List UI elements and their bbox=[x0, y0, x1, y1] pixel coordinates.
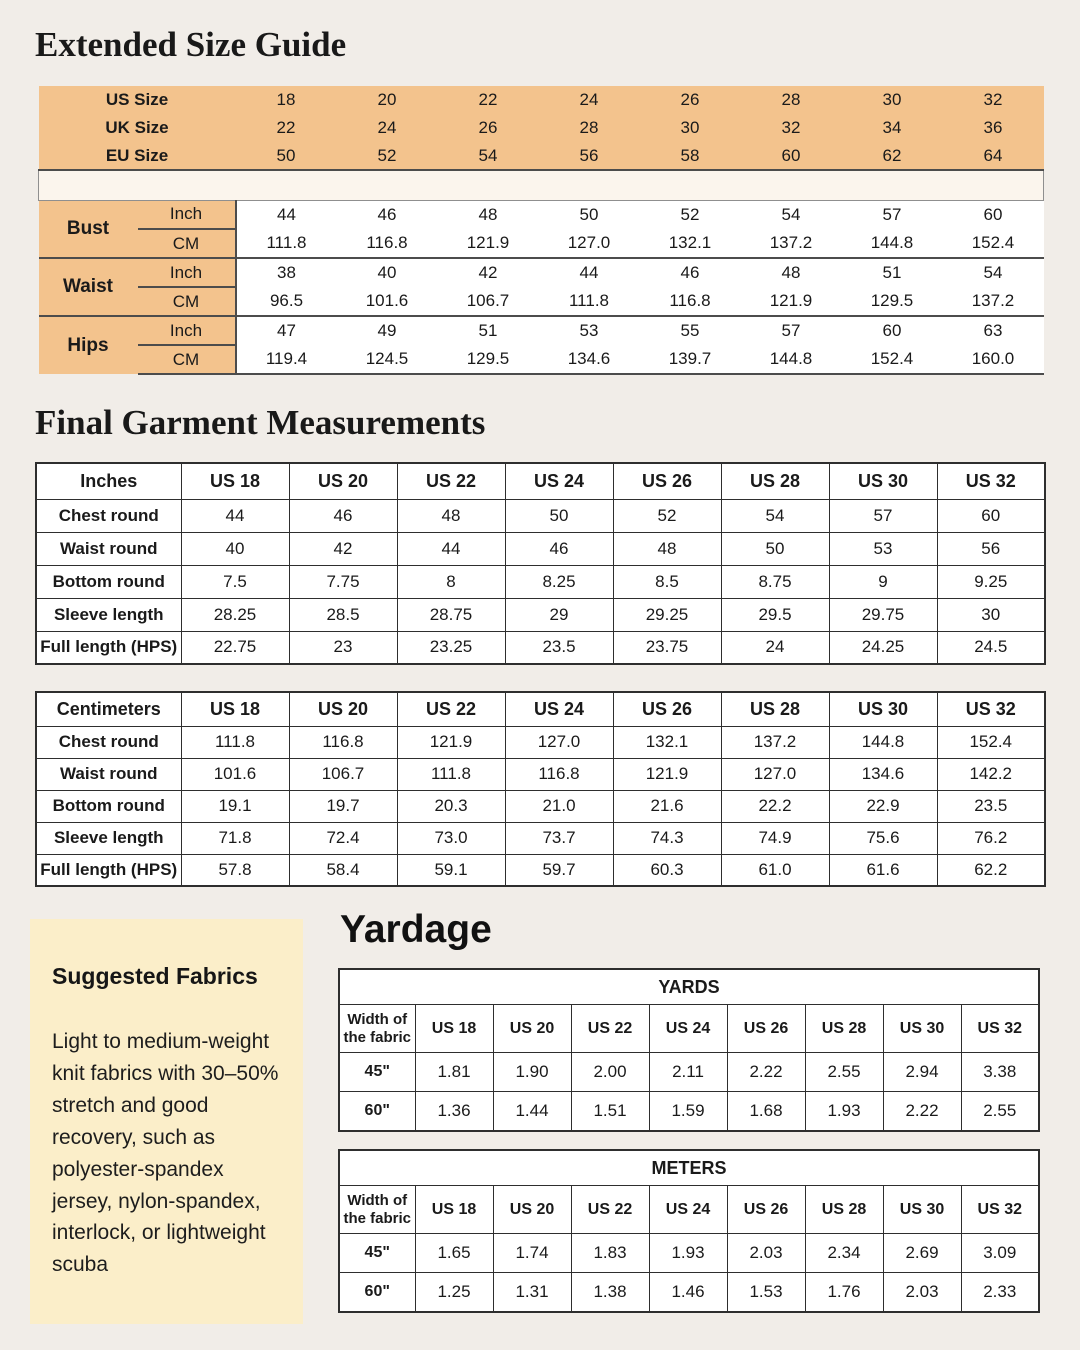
cell-value: 1.44 bbox=[493, 1092, 571, 1131]
cell-value: 111.8 bbox=[181, 726, 289, 758]
column-header: US 20 bbox=[289, 463, 397, 499]
row-label: Waist round bbox=[36, 532, 181, 565]
column-header: US 18 bbox=[181, 463, 289, 499]
column-header: US 22 bbox=[571, 1186, 649, 1234]
size-value: 32 bbox=[741, 114, 842, 142]
column-header: US 26 bbox=[727, 1186, 805, 1234]
measure-value: 54 bbox=[943, 258, 1044, 287]
cell-value: 101.6 bbox=[181, 758, 289, 790]
inches-table bbox=[35, 462, 1046, 665]
cell-value: 1.74 bbox=[493, 1234, 571, 1273]
measure-value: 111.8 bbox=[236, 229, 337, 258]
spacer-cell bbox=[39, 170, 1044, 200]
measure-value: 144.8 bbox=[842, 229, 943, 258]
unit-label: Inch bbox=[138, 200, 236, 229]
fabrics-heading: Suggested Fabrics bbox=[52, 963, 258, 989]
cell-value: 144.8 bbox=[829, 726, 937, 758]
hips-inch-row bbox=[39, 316, 1044, 345]
table-row bbox=[36, 854, 1045, 886]
table-row bbox=[36, 631, 1045, 664]
measure-value: 57 bbox=[741, 316, 842, 345]
column-header: US 32 bbox=[937, 692, 1045, 726]
table-row bbox=[36, 598, 1045, 631]
cell-value: 44 bbox=[397, 532, 505, 565]
measure-value: 127.0 bbox=[539, 229, 640, 258]
cell-value: 142.2 bbox=[937, 758, 1045, 790]
measure-value: 137.2 bbox=[741, 229, 842, 258]
measure-value: 38 bbox=[236, 258, 337, 287]
cell-value: 132.1 bbox=[613, 726, 721, 758]
size-value: 64 bbox=[943, 142, 1044, 170]
measure-value: 46 bbox=[640, 258, 741, 287]
row-label: 60" bbox=[339, 1273, 415, 1312]
measure-value: 134.6 bbox=[539, 345, 640, 374]
row-label: Hips bbox=[39, 316, 138, 374]
suggested-fabrics-panel bbox=[30, 919, 303, 1324]
cell-value: 1.36 bbox=[415, 1092, 493, 1131]
cell-value: 1.31 bbox=[493, 1273, 571, 1312]
cell-value: 28.75 bbox=[397, 598, 505, 631]
cell-value: 8.25 bbox=[505, 565, 613, 598]
cell-value: 21.0 bbox=[505, 790, 613, 822]
measure-value: 139.7 bbox=[640, 345, 741, 374]
size-value: 28 bbox=[539, 114, 640, 142]
column-header: US 32 bbox=[961, 1005, 1039, 1053]
size-value: 24 bbox=[539, 86, 640, 114]
cell-value: 57.8 bbox=[181, 854, 289, 886]
cell-value: 2.33 bbox=[961, 1273, 1039, 1312]
size-value: 34 bbox=[842, 114, 943, 142]
measure-value: 152.4 bbox=[943, 229, 1044, 258]
measure-value: 48 bbox=[438, 200, 539, 229]
cell-value: 22.9 bbox=[829, 790, 937, 822]
row-label: Sleeve length bbox=[36, 598, 181, 631]
measure-value: 121.9 bbox=[438, 229, 539, 258]
row-label: Chest round bbox=[36, 499, 181, 532]
cell-value: 40 bbox=[181, 532, 289, 565]
column-header: US 28 bbox=[805, 1186, 883, 1234]
cell-value: 75.6 bbox=[829, 822, 937, 854]
column-header: US 28 bbox=[721, 463, 829, 499]
cell-value: 21.6 bbox=[613, 790, 721, 822]
cell-value: 152.4 bbox=[937, 726, 1045, 758]
band-row bbox=[339, 969, 1039, 1005]
measure-value: 137.2 bbox=[943, 287, 1044, 316]
centimeters-table bbox=[35, 691, 1046, 887]
cell-value: 57 bbox=[829, 499, 937, 532]
size-value: 30 bbox=[842, 86, 943, 114]
cell-value: 1.53 bbox=[727, 1273, 805, 1312]
cell-value: 59.7 bbox=[505, 854, 613, 886]
size-value: 22 bbox=[438, 86, 539, 114]
table-row bbox=[36, 532, 1045, 565]
cell-value: 54 bbox=[721, 499, 829, 532]
size-value: 62 bbox=[842, 142, 943, 170]
cell-value: 22.75 bbox=[181, 631, 289, 664]
cell-value: 73.0 bbox=[397, 822, 505, 854]
measure-value: 53 bbox=[539, 316, 640, 345]
column-header: US 26 bbox=[613, 463, 721, 499]
hips-cm-row bbox=[39, 345, 1044, 374]
cell-value: 2.03 bbox=[883, 1273, 961, 1312]
cell-value: 23.5 bbox=[505, 631, 613, 664]
column-header: US 28 bbox=[805, 1005, 883, 1053]
size-value: 20 bbox=[337, 86, 438, 114]
header-row bbox=[339, 1005, 1039, 1053]
header-row bbox=[339, 1186, 1039, 1234]
table-row bbox=[339, 1053, 1039, 1092]
cell-value: 8 bbox=[397, 565, 505, 598]
measure-value: 152.4 bbox=[842, 345, 943, 374]
column-header: US 24 bbox=[649, 1005, 727, 1053]
row-label: Bottom round bbox=[36, 790, 181, 822]
cell-value: 3.09 bbox=[961, 1234, 1039, 1273]
table-row bbox=[36, 499, 1045, 532]
cell-value: 71.8 bbox=[181, 822, 289, 854]
row-label: Waist round bbox=[36, 758, 181, 790]
cell-value: 1.76 bbox=[805, 1273, 883, 1312]
cell-value: 106.7 bbox=[289, 758, 397, 790]
cell-value: 9.25 bbox=[937, 565, 1045, 598]
measure-value: 144.8 bbox=[741, 345, 842, 374]
measure-value: 42 bbox=[438, 258, 539, 287]
column-header: US 32 bbox=[937, 463, 1045, 499]
cell-value: 7.5 bbox=[181, 565, 289, 598]
cell-value: 1.90 bbox=[493, 1053, 571, 1092]
table-row bbox=[339, 1092, 1039, 1131]
cell-value: 42 bbox=[289, 532, 397, 565]
cell-value: 52 bbox=[613, 499, 721, 532]
row-label: Bottom round bbox=[36, 565, 181, 598]
cell-value: 50 bbox=[721, 532, 829, 565]
unit-label: Inch bbox=[138, 258, 236, 287]
cell-value: 56 bbox=[937, 532, 1045, 565]
cell-value: 60.3 bbox=[613, 854, 721, 886]
row-label: Chest round bbox=[36, 726, 181, 758]
table-corner: Width of the fabric bbox=[339, 1186, 415, 1234]
uk-size-row bbox=[39, 114, 1044, 142]
column-header: US 22 bbox=[397, 692, 505, 726]
cell-value: 23.5 bbox=[937, 790, 1045, 822]
column-header: US 22 bbox=[397, 463, 505, 499]
page-title: Extended Size Guide bbox=[35, 25, 347, 64]
cell-value: 30 bbox=[937, 598, 1045, 631]
cell-value: 116.8 bbox=[505, 758, 613, 790]
cell-value: 48 bbox=[613, 532, 721, 565]
cell-value: 29.25 bbox=[613, 598, 721, 631]
cell-value: 29 bbox=[505, 598, 613, 631]
table-row bbox=[36, 758, 1045, 790]
column-header: US 28 bbox=[721, 692, 829, 726]
cell-value: 62.2 bbox=[937, 854, 1045, 886]
row-label: 45" bbox=[339, 1234, 415, 1273]
cell-value: 116.8 bbox=[289, 726, 397, 758]
band-title: YARDS bbox=[339, 969, 1039, 1005]
cell-value: 2.22 bbox=[727, 1053, 805, 1092]
unit-label: CM bbox=[138, 229, 236, 258]
size-value: 36 bbox=[943, 114, 1044, 142]
extended-size-table bbox=[38, 86, 1044, 375]
cell-value: 23.75 bbox=[613, 631, 721, 664]
measure-value: 54 bbox=[741, 200, 842, 229]
cell-value: 24.5 bbox=[937, 631, 1045, 664]
measure-value: 129.5 bbox=[842, 287, 943, 316]
row-label: EU Size bbox=[39, 142, 236, 170]
measure-value: 44 bbox=[236, 200, 337, 229]
measure-value: 52 bbox=[640, 200, 741, 229]
size-value: 28 bbox=[741, 86, 842, 114]
cell-value: 28.5 bbox=[289, 598, 397, 631]
measure-value: 50 bbox=[539, 200, 640, 229]
size-value: 18 bbox=[236, 86, 337, 114]
cell-value: 24.25 bbox=[829, 631, 937, 664]
table-corner: Centimeters bbox=[36, 692, 181, 726]
measure-value: 44 bbox=[539, 258, 640, 287]
size-value: 58 bbox=[640, 142, 741, 170]
cell-value: 61.0 bbox=[721, 854, 829, 886]
column-header: US 24 bbox=[505, 463, 613, 499]
cell-value: 1.93 bbox=[805, 1092, 883, 1131]
row-label: 60" bbox=[339, 1092, 415, 1131]
measure-value: 48 bbox=[741, 258, 842, 287]
column-header: US 20 bbox=[493, 1005, 571, 1053]
row-label: UK Size bbox=[39, 114, 236, 142]
measure-value: 160.0 bbox=[943, 345, 1044, 374]
cell-value: 20.3 bbox=[397, 790, 505, 822]
cell-value: 1.83 bbox=[571, 1234, 649, 1273]
cell-value: 59.1 bbox=[397, 854, 505, 886]
bust-cm-row bbox=[39, 229, 1044, 258]
table-corner: Width of the fabric bbox=[339, 1005, 415, 1053]
measure-value: 57 bbox=[842, 200, 943, 229]
cell-value: 1.51 bbox=[571, 1092, 649, 1131]
row-label: Bust bbox=[39, 200, 138, 258]
measure-value: 124.5 bbox=[337, 345, 438, 374]
measure-value: 101.6 bbox=[337, 287, 438, 316]
cell-value: 23 bbox=[289, 631, 397, 664]
header-row bbox=[36, 692, 1045, 726]
table-corner: Inches bbox=[36, 463, 181, 499]
spacer-row bbox=[39, 170, 1044, 200]
header-row bbox=[36, 463, 1045, 499]
yardage-column bbox=[338, 908, 1040, 1324]
cell-value: 127.0 bbox=[721, 758, 829, 790]
cell-value: 3.38 bbox=[961, 1053, 1039, 1092]
cell-value: 7.75 bbox=[289, 565, 397, 598]
table-row bbox=[36, 822, 1045, 854]
cell-value: 2.55 bbox=[961, 1092, 1039, 1131]
unit-label: Inch bbox=[138, 316, 236, 345]
measure-value: 119.4 bbox=[236, 345, 337, 374]
size-value: 52 bbox=[337, 142, 438, 170]
cell-value: 50 bbox=[505, 499, 613, 532]
meters-table bbox=[338, 1149, 1040, 1313]
column-header: US 24 bbox=[505, 692, 613, 726]
size-value: 30 bbox=[640, 114, 741, 142]
cell-value: 137.2 bbox=[721, 726, 829, 758]
cell-value: 1.68 bbox=[727, 1092, 805, 1131]
cell-value: 19.7 bbox=[289, 790, 397, 822]
size-value: 54 bbox=[438, 142, 539, 170]
bust-inch-row bbox=[39, 200, 1044, 229]
size-value: 26 bbox=[438, 114, 539, 142]
cell-value: 9 bbox=[829, 565, 937, 598]
measure-value: 60 bbox=[842, 316, 943, 345]
measure-value: 46 bbox=[337, 200, 438, 229]
cell-value: 2.00 bbox=[571, 1053, 649, 1092]
bottom-section bbox=[0, 908, 1080, 1324]
cell-value: 29.75 bbox=[829, 598, 937, 631]
size-value: 32 bbox=[943, 86, 1044, 114]
measure-value: 116.8 bbox=[640, 287, 741, 316]
cell-value: 73.7 bbox=[505, 822, 613, 854]
cell-value: 2.34 bbox=[805, 1234, 883, 1273]
measure-value: 47 bbox=[236, 316, 337, 345]
cell-value: 29.5 bbox=[721, 598, 829, 631]
cell-value: 121.9 bbox=[613, 758, 721, 790]
cell-value: 22.2 bbox=[721, 790, 829, 822]
eu-size-row bbox=[39, 142, 1044, 170]
cell-value: 74.9 bbox=[721, 822, 829, 854]
row-label: Waist bbox=[39, 258, 138, 316]
unit-label: CM bbox=[138, 287, 236, 316]
column-header: US 30 bbox=[883, 1186, 961, 1234]
cell-value: 74.3 bbox=[613, 822, 721, 854]
table-row bbox=[36, 790, 1045, 822]
column-header: US 26 bbox=[727, 1005, 805, 1053]
cell-value: 58.4 bbox=[289, 854, 397, 886]
size-value: 22 bbox=[236, 114, 337, 142]
cell-value: 2.94 bbox=[883, 1053, 961, 1092]
column-header: US 22 bbox=[571, 1005, 649, 1053]
size-value: 60 bbox=[741, 142, 842, 170]
waist-cm-row bbox=[39, 287, 1044, 316]
cell-value: 121.9 bbox=[397, 726, 505, 758]
cell-value: 24 bbox=[721, 631, 829, 664]
table-row bbox=[36, 726, 1045, 758]
measure-value: 96.5 bbox=[236, 287, 337, 316]
unit-label: CM bbox=[138, 345, 236, 374]
measure-value: 129.5 bbox=[438, 345, 539, 374]
cell-value: 8.75 bbox=[721, 565, 829, 598]
column-header: US 32 bbox=[961, 1186, 1039, 1234]
size-value: 50 bbox=[236, 142, 337, 170]
cell-value: 111.8 bbox=[397, 758, 505, 790]
row-label: Full length (HPS) bbox=[36, 631, 181, 664]
measure-value: 40 bbox=[337, 258, 438, 287]
column-header: US 18 bbox=[415, 1186, 493, 1234]
size-value: 26 bbox=[640, 86, 741, 114]
column-header: US 30 bbox=[883, 1005, 961, 1053]
measure-value: 51 bbox=[842, 258, 943, 287]
column-header: US 20 bbox=[289, 692, 397, 726]
measure-value: 51 bbox=[438, 316, 539, 345]
cell-value: 76.2 bbox=[937, 822, 1045, 854]
row-label: Sleeve length bbox=[36, 822, 181, 854]
column-header: US 18 bbox=[415, 1005, 493, 1053]
column-header: US 24 bbox=[649, 1186, 727, 1234]
measure-value: 111.8 bbox=[539, 287, 640, 316]
measure-value: 121.9 bbox=[741, 287, 842, 316]
measure-value: 116.8 bbox=[337, 229, 438, 258]
cell-value: 23.25 bbox=[397, 631, 505, 664]
row-label: Full length (HPS) bbox=[36, 854, 181, 886]
cell-value: 61.6 bbox=[829, 854, 937, 886]
table-row bbox=[339, 1273, 1039, 1312]
cell-value: 60 bbox=[937, 499, 1045, 532]
cell-value: 2.22 bbox=[883, 1092, 961, 1131]
measure-value: 49 bbox=[337, 316, 438, 345]
cell-value: 1.81 bbox=[415, 1053, 493, 1092]
garment-title: Final Garment Measurements bbox=[35, 403, 486, 442]
yardage-title: Yardage bbox=[340, 908, 492, 951]
column-header: US 26 bbox=[613, 692, 721, 726]
measure-value: 132.1 bbox=[640, 229, 741, 258]
cell-value: 46 bbox=[505, 532, 613, 565]
cell-value: 2.11 bbox=[649, 1053, 727, 1092]
row-label: US Size bbox=[39, 86, 236, 114]
cell-value: 8.5 bbox=[613, 565, 721, 598]
table-row bbox=[36, 565, 1045, 598]
band-title: METERS bbox=[339, 1150, 1039, 1186]
cell-value: 72.4 bbox=[289, 822, 397, 854]
yards-table bbox=[338, 968, 1040, 1132]
cell-value: 19.1 bbox=[181, 790, 289, 822]
cell-value: 134.6 bbox=[829, 758, 937, 790]
cell-value: 1.38 bbox=[571, 1273, 649, 1312]
column-header: US 18 bbox=[181, 692, 289, 726]
measure-value: 106.7 bbox=[438, 287, 539, 316]
cell-value: 28.25 bbox=[181, 598, 289, 631]
band-row bbox=[339, 1150, 1039, 1186]
cell-value: 48 bbox=[397, 499, 505, 532]
column-header: US 30 bbox=[829, 692, 937, 726]
measure-value: 55 bbox=[640, 316, 741, 345]
cell-value: 1.46 bbox=[649, 1273, 727, 1312]
measure-value: 63 bbox=[943, 316, 1044, 345]
waist-inch-row bbox=[39, 258, 1044, 287]
table-row bbox=[339, 1234, 1039, 1273]
cell-value: 2.69 bbox=[883, 1234, 961, 1273]
cell-value: 1.25 bbox=[415, 1273, 493, 1312]
cell-value: 127.0 bbox=[505, 726, 613, 758]
cell-value: 53 bbox=[829, 532, 937, 565]
size-value: 24 bbox=[337, 114, 438, 142]
cell-value: 44 bbox=[181, 499, 289, 532]
cell-value: 1.65 bbox=[415, 1234, 493, 1273]
row-label: 45" bbox=[339, 1053, 415, 1092]
column-header: US 30 bbox=[829, 463, 937, 499]
cell-value: 46 bbox=[289, 499, 397, 532]
cell-value: 1.93 bbox=[649, 1234, 727, 1273]
us-size-row bbox=[39, 86, 1044, 114]
cell-value: 1.59 bbox=[649, 1092, 727, 1131]
cell-value: 2.03 bbox=[727, 1234, 805, 1273]
column-header: US 20 bbox=[493, 1186, 571, 1234]
cell-value: 2.55 bbox=[805, 1053, 883, 1092]
measure-value: 60 bbox=[943, 200, 1044, 229]
size-value: 56 bbox=[539, 142, 640, 170]
fabrics-text: Light to medium-weight knit fabrics with 30–50% stretch and good recovery, such as polyester-spandex jersey, nylon-spandex, interlock, or lightweight scuba bbox=[52, 1030, 279, 1277]
